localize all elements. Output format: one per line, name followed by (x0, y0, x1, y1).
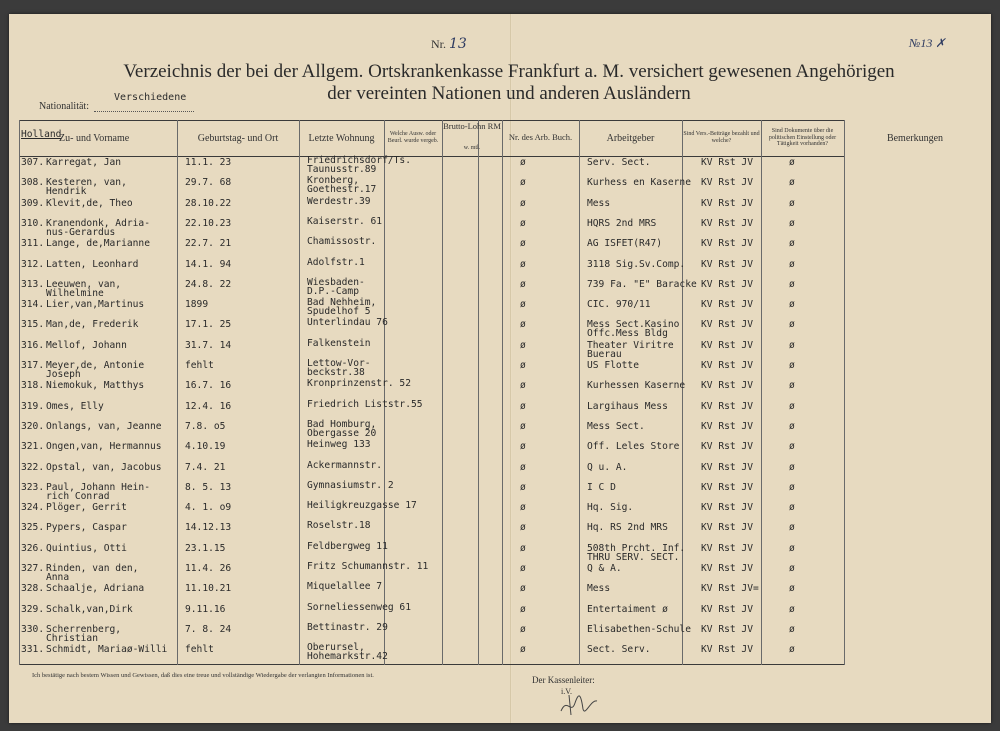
row-name: nus-Gerardus (46, 226, 116, 238)
row-residence: Werdestr.39 (307, 195, 371, 207)
row-number: 308. (21, 177, 45, 189)
row-number: 329. (21, 603, 45, 615)
row-number: 310. (21, 217, 45, 229)
row-employer: I C D (587, 481, 616, 493)
row-residence: Wiesbaden- (307, 276, 365, 288)
row-contributions: KV Rst JV (701, 319, 753, 331)
row-contributions: KV Rst JV (701, 603, 753, 615)
row-birth: 7.4. 21 (185, 461, 226, 473)
row-residence: Sorneliessenweg 61 (307, 601, 411, 613)
row-residence: Heinweg 133 (307, 439, 371, 451)
document-sheet (9, 14, 991, 723)
row-book-number: ø (520, 319, 526, 331)
row-documents: ø (789, 319, 795, 331)
row-birth: 4. 1. o9 (185, 502, 232, 514)
row-employer: US Flotte (587, 360, 639, 371)
row-birth: 22.7. 21 (185, 238, 232, 250)
row-name: Pypers, Caspar (46, 522, 127, 534)
row-book-number: ø (520, 177, 526, 189)
row-book-number: ø (520, 278, 526, 290)
header-contributions: Sind Vers.-Beiträge bezahlt und welche? (683, 131, 760, 144)
col-rule (844, 120, 845, 665)
row-contributions: KV Rst JV (701, 238, 753, 250)
row-name: Meyer,de, Antonie (46, 360, 145, 371)
row-name: Onlangs, van, Jeanne (46, 420, 162, 432)
row-contributions: KV Rst JV (701, 177, 753, 189)
row-employer: CIC. 970/11 (587, 299, 651, 311)
row-employer: Largihaus Mess (587, 400, 668, 412)
row-documents: ø (789, 644, 795, 656)
row-birth: 7. 8. 24 (185, 623, 232, 635)
row-employer: THRU SERV. SECT. (587, 551, 680, 563)
row-name: Mellof, Johann (46, 339, 127, 351)
row-employer: 508th Prcht. Inf. (587, 542, 686, 554)
row-contributions: KV Rst JV (701, 400, 753, 412)
nationality-label: Nationalität: (39, 101, 89, 112)
cashier-label: Der Kassenleiter: (532, 675, 595, 685)
row-name: Ongen,van, Hermannus (46, 441, 162, 453)
row-number: 330. (21, 623, 45, 635)
row-residence: Chamissostr. (307, 236, 377, 248)
col-rule (579, 120, 580, 665)
row-birth: 12.4. 16 (185, 400, 232, 412)
row-employer: Entertaiment ø (587, 603, 668, 615)
row-documents: ø (789, 217, 795, 229)
row-book-number: ø (520, 441, 526, 453)
row-number: 318. (21, 380, 45, 392)
row-employer: Mess (587, 583, 611, 595)
row-documents: ø (789, 380, 795, 392)
row-book-number: ø (520, 360, 526, 371)
col-rule (299, 120, 300, 665)
header-documents: Sind Dokumente über die politischen Einstellung oder Tätigkeit vorhanden? (768, 128, 837, 148)
row-documents: ø (789, 542, 795, 554)
nr-right: №13 ✗ (909, 36, 946, 50)
row-residence: Kaiserstr. 61 (307, 215, 383, 227)
row-number: 331. (21, 644, 45, 656)
row-name: Wilhelmine (46, 287, 104, 299)
col-rule (442, 120, 443, 665)
row-employer: Kurhessen Kaserne (587, 380, 686, 392)
row-name: Karregat, Jan (46, 157, 122, 168)
header-wage: Brutto-Lohn RM (443, 121, 501, 131)
row-employer: Mess Sect. (587, 420, 645, 432)
row-book-number: ø (520, 400, 526, 412)
row-book-number: ø (520, 563, 526, 574)
row-name: rich Conrad (46, 490, 110, 502)
row-birth: 11.4. 26 (185, 563, 232, 574)
row-documents: ø (789, 339, 795, 351)
row-book-number: ø (520, 522, 526, 534)
row-number: 326. (21, 542, 45, 554)
row-contributions: KV Rst JV (701, 441, 753, 453)
row-contributions: KV Rst JV (701, 217, 753, 229)
iv-label: i.V. (561, 687, 572, 696)
row-contributions: KV Rst JV (701, 502, 753, 514)
row-book-number: ø (520, 481, 526, 493)
header-employer: Arbeitgeber (606, 132, 655, 144)
row-contributions: KV Rst JV (701, 339, 753, 351)
row-book-number: ø (520, 583, 526, 595)
row-documents: ø (789, 583, 795, 595)
row-number: 323. (21, 481, 45, 493)
row-name: Schaalje, Adriana (46, 583, 145, 595)
row-residence: Falkenstein (307, 337, 371, 349)
row-name: Schmidt, Mariaø-Willi (46, 644, 168, 656)
row-employer: Off. Leles Store (587, 441, 680, 453)
header-wage-sub: w. mtl. (463, 144, 481, 151)
row-residence: Goethestr.17 (307, 184, 377, 196)
row-birth: 11.1. 23 (185, 157, 232, 168)
row-book-number: ø (520, 217, 526, 229)
row-name: Lange, de,Marianne (46, 238, 150, 250)
row-employer: Buerau (587, 348, 622, 360)
row-birth: 22.10.23 (185, 217, 232, 229)
row-book-number: ø (520, 542, 526, 554)
header-reason: Welche Ausw. oder Beurl. wurde vergeb. (387, 131, 439, 144)
row-residence: Obergasse 20 (307, 427, 377, 439)
row-documents: ø (789, 623, 795, 635)
row-number: 328. (21, 583, 45, 595)
certification-statement: Ich bestätige nach bestem Wissen und Gewissen, daß dies eine treue und vollständige Wiedergabe der verlangten Informationen ist. (32, 672, 374, 679)
row-contributions: KV Rst JV (701, 623, 753, 635)
row-contributions: KV Rst JV (701, 481, 753, 493)
row-employer: 3118 Sig.Sv.Comp. (587, 258, 686, 270)
row-contributions: KV Rst JV (701, 258, 753, 270)
row-contributions: KV Rst JV= (701, 583, 759, 595)
nr-value: 13 (449, 36, 467, 52)
row-contributions: KV Rst JV (701, 522, 753, 534)
row-residence: Friedrichsdorf/Ts. (307, 155, 411, 166)
row-name: Man,de, Frederik (46, 319, 139, 331)
row-documents: ø (789, 603, 795, 615)
row-residence: beckstr.38 (307, 367, 365, 378)
row-contributions: KV Rst JV (701, 380, 753, 392)
row-documents: ø (789, 157, 795, 168)
row-documents: ø (789, 278, 795, 290)
row-employer: Serv. Sect. (587, 157, 651, 168)
row-residence: Taunusstr.89 (307, 164, 377, 175)
row-birth: 31.7. 14 (185, 339, 232, 351)
row-birth: 4.10.19 (185, 441, 226, 453)
row-contributions: KV Rst JV (701, 461, 753, 473)
row-documents: ø (789, 502, 795, 514)
row-number: 327. (21, 563, 45, 574)
row-name: Latten, Leonhard (46, 258, 139, 270)
col-rule (177, 120, 178, 665)
nationality-value: Verschiedene (114, 92, 187, 103)
row-contributions: KV Rst JV (701, 157, 753, 168)
row-name: Anna (46, 572, 70, 583)
row-residence: Roselstr.18 (307, 520, 371, 532)
row-name: Omes, Elly (46, 400, 104, 412)
row-name: Plöger, Gerrit (46, 502, 127, 514)
row-book-number: ø (520, 197, 526, 209)
row-birth: 14.12.13 (185, 522, 232, 534)
row-contributions: KV Rst JV (701, 360, 753, 371)
row-book-number: ø (520, 644, 526, 656)
col-rule (478, 120, 479, 665)
row-contributions: KV Rst JV (701, 644, 753, 656)
row-book-number: ø (520, 603, 526, 615)
row-documents: ø (789, 481, 795, 493)
row-name: Christian (46, 632, 98, 644)
row-name: Opstal, van, Jacobus (46, 461, 162, 473)
row-documents: ø (789, 360, 795, 371)
row-number: 319. (21, 400, 45, 412)
row-documents: ø (789, 197, 795, 209)
row-number: 316. (21, 339, 45, 351)
row-book-number: ø (520, 238, 526, 250)
row-employer: Mess (587, 197, 611, 209)
header-name: Zu- und Vorname (59, 132, 130, 144)
row-contributions: KV Rst JV (701, 542, 753, 554)
row-documents: ø (789, 238, 795, 250)
row-employer: 739 Fa. "E" Baracke (587, 278, 697, 290)
row-residence: Bad Homburg, (307, 418, 377, 430)
row-employer: Kurhess en Kaserne (587, 177, 691, 189)
row-book-number: ø (520, 258, 526, 270)
col-rule (682, 120, 683, 665)
row-contributions: KV Rst JV (701, 197, 753, 209)
row-name: Niemokuk, Matthys (46, 380, 145, 392)
row-residence: Friedrich Liststr.55 (307, 398, 423, 410)
row-birth: 17.1. 25 (185, 319, 232, 331)
row-employer: Q & A. (587, 563, 622, 574)
document-subtitle: der vereinten Nationen und anderen Ausländern (327, 83, 691, 104)
row-documents: ø (789, 258, 795, 270)
row-residence: Hohemarkstr.42 (307, 651, 388, 663)
row-residence: Unterlindau 76 (307, 317, 388, 329)
row-name: Kesteren, van, (46, 177, 127, 189)
row-documents: ø (789, 400, 795, 412)
row-residence: Kronberg, (307, 175, 359, 187)
row-residence: Gymnasiumstr. 2 (307, 479, 394, 491)
row-number: 324. (21, 502, 45, 514)
row-name: Leeuwen, van, (46, 278, 122, 290)
row-birth: 29.7. 68 (185, 177, 232, 189)
row-residence: Adolfstr.1 (307, 256, 365, 268)
row-residence: Heiligkreuzgasse 17 (307, 500, 417, 512)
row-birth: 28.10.22 (185, 197, 232, 209)
header-remarks: Bemerkungen (886, 132, 944, 144)
row-employer: Theater Viritre (587, 339, 674, 351)
row-employer: Sect. Serv. (587, 644, 651, 656)
row-number: 309. (21, 197, 45, 209)
row-name: Klevit,de, Theo (46, 197, 133, 209)
row-number: 312. (21, 258, 45, 270)
row-book-number: ø (520, 420, 526, 432)
row-number: 314. (21, 299, 45, 311)
row-birth: 16.7. 16 (185, 380, 232, 392)
row-residence: Oberursel, (307, 642, 365, 654)
row-birth: fehlt (185, 360, 214, 371)
row-residence: Spudelhof 5 (307, 306, 371, 318)
row-employer: Q u. A. (587, 461, 628, 473)
row-documents: ø (789, 461, 795, 473)
row-residence: D.P.-Camp (307, 285, 359, 297)
row-book-number: ø (520, 339, 526, 351)
header-typed-holland: Holland (21, 129, 62, 140)
header-birth: Geburtstag- und Ort (197, 132, 279, 144)
row-number: 322. (21, 461, 45, 473)
row-residence: Bettinastr. 29 (307, 621, 388, 633)
row-birth: 7.8. o5 (185, 420, 226, 432)
row-number: 315. (21, 319, 45, 331)
row-name: Hendrik (46, 186, 87, 198)
row-documents: ø (789, 563, 795, 574)
row-birth: 8. 5. 13 (185, 481, 232, 493)
nr-label-left: Nr. 13 (431, 36, 467, 52)
row-employer: AG ISFET(R47) (587, 238, 663, 250)
nationality-line (94, 111, 194, 112)
table-bottom-rule (19, 664, 845, 665)
row-documents: ø (789, 522, 795, 534)
row-documents: ø (789, 177, 795, 189)
row-number: 313. (21, 278, 45, 290)
row-employer: Hq. RS 2nd MRS (587, 522, 668, 534)
row-book-number: ø (520, 157, 526, 168)
header-book: Nr. des Arb. Buch. (508, 132, 573, 143)
row-number: 320. (21, 420, 45, 432)
row-employer: Elisabethen-Schule (587, 623, 691, 635)
row-book-number: ø (520, 623, 526, 635)
row-book-number: ø (520, 299, 526, 311)
col-rule (19, 120, 20, 665)
row-name: Kranendonk, Adria- (46, 217, 150, 229)
row-residence: Bad Nehheim, (307, 297, 377, 309)
row-birth: 1899 (185, 299, 209, 311)
row-contributions: KV Rst JV (701, 563, 753, 574)
row-book-number: ø (520, 461, 526, 473)
row-birth: fehlt (185, 644, 214, 656)
row-name: Joseph (46, 369, 81, 380)
row-contributions: KV Rst JV (701, 299, 753, 311)
row-book-number: ø (520, 380, 526, 392)
row-number: 307. (21, 157, 45, 168)
row-documents: ø (789, 441, 795, 453)
row-name: Scherrenberg, (46, 623, 122, 635)
row-employer: Offc.Mess Bldg (587, 328, 668, 340)
row-name: Schalk,van,Dirk (46, 603, 133, 615)
row-birth: 23.1.15 (185, 542, 226, 554)
row-employer: Hq. Sig. (587, 502, 634, 514)
row-residence: Lettow-Vor- (307, 358, 371, 369)
row-employer: Mess Sect.Kasino (587, 319, 680, 331)
row-name: Lier,van,Martinus (46, 299, 145, 311)
signature-scribble (557, 689, 603, 719)
row-name: Quintius, Otti (46, 542, 127, 554)
row-employer: HQRS 2nd MRS (587, 217, 657, 229)
col-rule (761, 120, 762, 665)
row-birth: 24.8. 22 (185, 278, 232, 290)
row-residence: Ackermannstr. (307, 459, 383, 471)
row-birth: 11.10.21 (185, 583, 232, 595)
register-table (19, 120, 845, 665)
row-residence: Miquelallee 7 (307, 581, 383, 593)
col-rule (384, 120, 385, 665)
row-book-number: ø (520, 502, 526, 514)
col-rule (502, 120, 503, 665)
row-birth: 9.11.16 (185, 603, 226, 615)
header-residence: Letzte Wohnung (308, 132, 375, 144)
row-documents: ø (789, 299, 795, 311)
row-number: 325. (21, 522, 45, 534)
row-number: 321. (21, 441, 45, 453)
row-contributions: KV Rst JV (701, 420, 753, 432)
row-birth: 14.1. 94 (185, 258, 232, 270)
row-documents: ø (789, 420, 795, 432)
row-name: Paul, Johann Hein- (46, 481, 150, 493)
row-residence: Feldbergweg 11 (307, 540, 388, 552)
row-residence: Kronprinzenstr. 52 (307, 378, 411, 390)
row-name: Rinden, van den, (46, 563, 139, 574)
document-title: Verzeichnis der bei der Allgem. Ortskrankenkasse Frankfurt a. M. versichert gewesenen Angehörigen (123, 61, 895, 82)
row-residence: Fritz Schumannstr. 11 (307, 561, 429, 572)
row-contributions: KV Rst JV (701, 278, 753, 290)
row-number: 311. (21, 238, 45, 250)
row-number: 317. (21, 360, 45, 371)
